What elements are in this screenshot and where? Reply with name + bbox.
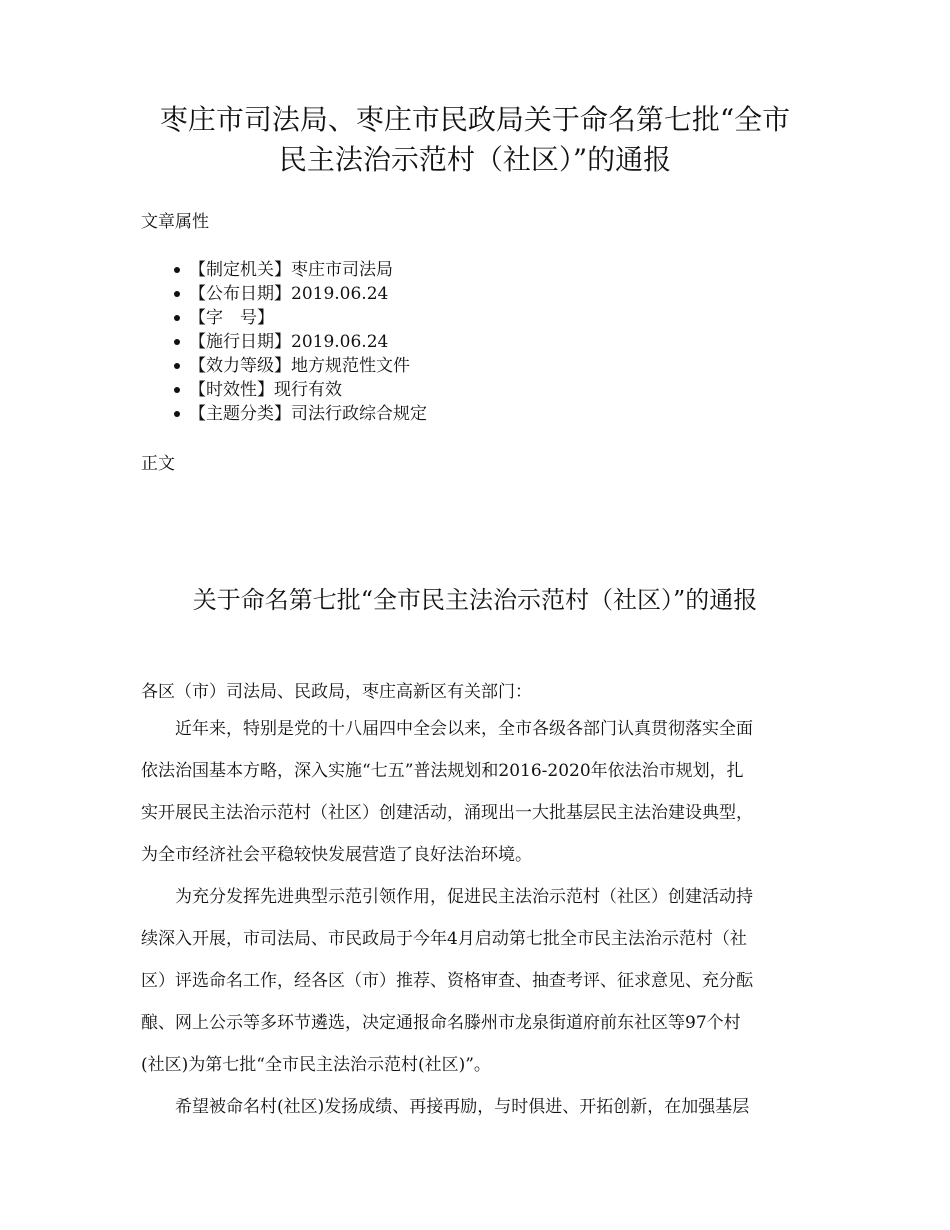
paragraph-line: 为全市经济社会平稳较快发展营造了良好法治环境。: [141, 845, 532, 865]
notice-title: 关于命名第七批“全市民主法治示范村（社区）”的通报: [192, 586, 758, 614]
paragraph-line: 酿、网上公示等多环节遴选，决定通报命名滕州市龙泉街道府前东社区等97个村: [141, 1013, 741, 1033]
paragraph-line: 区）评选命名工作，经各区（市）推荐、资格审查、抽查考评、征求意见、充分酝: [141, 971, 753, 991]
attribute-text: 【主题分类】司法行政综合规定: [189, 404, 427, 424]
bullet-icon: [174, 267, 180, 273]
paragraph-line: 为充分发挥先进典型示范引领作用，促进民主法治示范村（社区）创建活动持: [141, 887, 753, 907]
attribute-item-publish-date: [181, 282, 427, 306]
attributes-heading: 文章属性: [141, 212, 209, 232]
paragraph: [141, 1086, 821, 1128]
attribute-text: 【公布日期】2019.06.24: [189, 284, 389, 304]
paragraph-line: 近年来，特别是党的十八届四中全会以来，全市各级各部门认真贯彻落实全面: [141, 719, 753, 739]
bullet-icon: [174, 339, 180, 345]
bullet-icon: [174, 387, 180, 393]
document-title-line: 枣庄市司法局、枣庄市民政局关于命名第七批“全市: [159, 103, 791, 136]
attribute-text: 【时效性】现行有效: [189, 380, 342, 400]
body-heading: 正文: [141, 454, 175, 474]
paragraph-line: 续深入开展，市司法局、市民政局于今年4月启动第七批全市民主法治示范村（社: [141, 929, 747, 949]
document-title-line: 民主法治示范村（社区）”的通报: [278, 143, 672, 176]
attribute-item-subject-category: [181, 402, 427, 426]
attribute-text: 【施行日期】2019.06.24: [189, 332, 389, 352]
paragraph-line: 实开展民主法治示范村（社区）创建活动，涌现出一大批基层民主法治建设典型，: [141, 803, 753, 823]
bullet-icon: [174, 411, 180, 417]
salutation: 各区（市）司法局、民政局，枣庄高新区有关部门：: [141, 682, 532, 702]
attribute-text: 【制定机关】枣庄市司法局: [189, 260, 393, 280]
paragraph: [141, 876, 821, 1086]
attributes-list: [181, 258, 427, 426]
paragraph-line: 依法治国基本方略，深入实施“七五”普法规划和2016-2020年依法治市规划，扎: [141, 761, 744, 781]
attribute-text: 【字 号】: [189, 308, 274, 328]
paragraph: [141, 708, 821, 876]
bullet-icon: [174, 291, 180, 297]
paragraph-line: (社区)为第七批“全市民主法治示范村(社区)”。: [141, 1055, 491, 1075]
bullet-icon: [174, 315, 180, 321]
document-title: [120, 100, 830, 180]
attribute-item-document-number: [181, 306, 427, 330]
attribute-item-validity: [181, 378, 427, 402]
attribute-item-effective-date: [181, 330, 427, 354]
paragraph-line: 希望被命名村(社区)发扬成绩、再接再励，与时俱进、开拓创新，在加强基层: [141, 1097, 750, 1117]
attribute-text: 【效力等级】地方规范性文件: [189, 356, 410, 376]
attribute-item-legal-level: [181, 354, 427, 378]
attribute-item-issuing-authority: [181, 258, 427, 282]
bullet-icon: [174, 363, 180, 369]
